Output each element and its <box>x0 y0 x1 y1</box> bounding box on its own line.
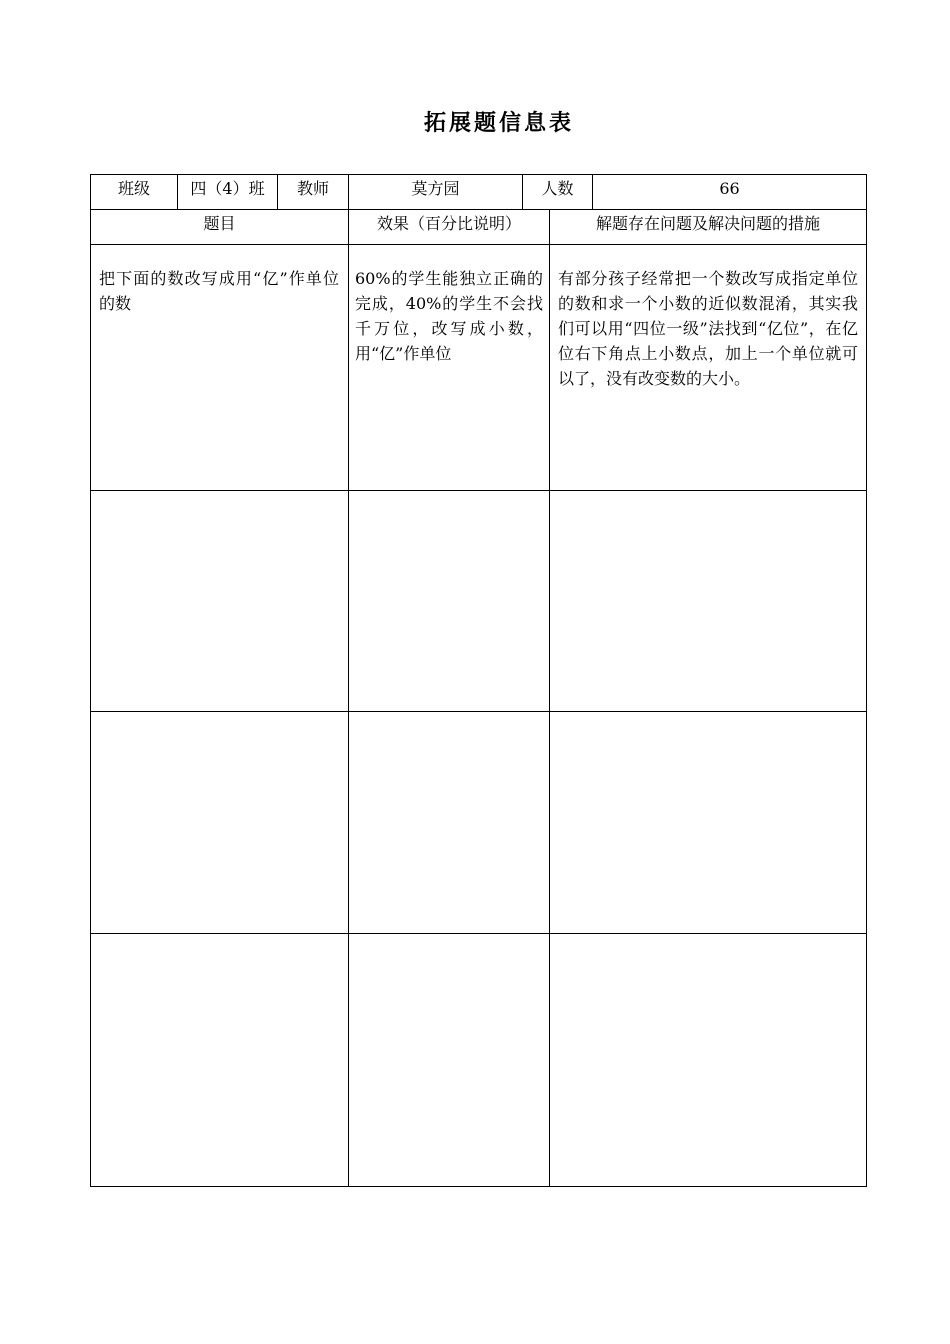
col-divider <box>549 209 550 1187</box>
table-row-effect: 60%的学生能独立正确的完成，40%的学生不会找千万位，改写成小数，用“亿”作单位 <box>355 269 543 363</box>
row-divider <box>90 209 867 210</box>
table-border-top <box>90 174 867 175</box>
count-value: 66 <box>719 179 740 198</box>
class-label: 班级 <box>117 179 150 198</box>
teacher-label: 教师 <box>296 179 329 198</box>
col-divider <box>348 209 349 1187</box>
table-row-measures: 有部分孩子经常把一个数改写成指定单位的数和求一个小数的近似数混淆，其实我们可以用“四位一级”法找到“亿位”，在亿位右下角点上小数点，加上一个单位就可以了，没有改变数的大小。 <box>558 269 858 388</box>
column-header-topic: 题目 <box>203 214 236 233</box>
table-border-right <box>866 174 867 1187</box>
teacher-value: 莫方园 <box>411 179 460 198</box>
row-divider <box>90 711 867 712</box>
document-title: 拓展题信息表 <box>423 111 574 136</box>
column-header-measures: 解题存在问题及解决问题的措施 <box>595 214 820 233</box>
table-border-bottom <box>90 1186 867 1187</box>
row-divider <box>90 933 867 934</box>
column-header-effect: 效果（百分比说明） <box>376 214 521 233</box>
table-row-topic: 把下面的数改写成用“亿”作单位的数 <box>99 269 339 313</box>
row-divider <box>90 490 867 491</box>
table-border-left <box>90 174 91 1187</box>
count-label: 人数 <box>541 179 574 198</box>
row-divider <box>90 244 867 245</box>
class-value: 四（4）班 <box>190 179 265 198</box>
